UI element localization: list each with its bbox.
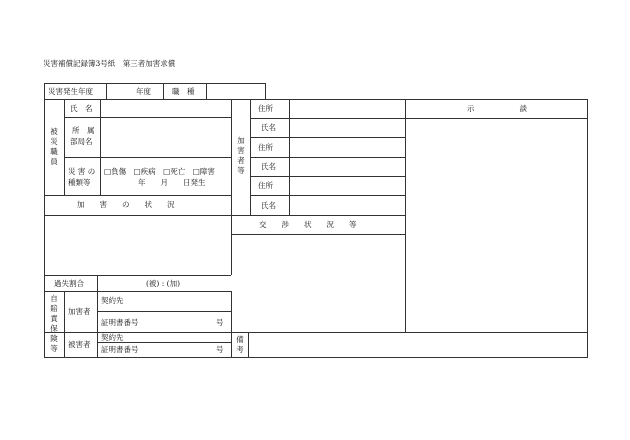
- rule: [163, 83, 164, 99]
- rule: [97, 291, 98, 357]
- rule: [64, 157, 231, 158]
- rule: [231, 99, 232, 275]
- disaster-type-options: □負傷 □疾病 □死亡 □障害: [104, 167, 215, 176]
- rule: [231, 291, 232, 357]
- rule: [44, 332, 587, 333]
- rule: [206, 83, 207, 99]
- rule: [405, 99, 406, 332]
- document-title: 災害補償記録簿3号紙 第三者加害求償: [43, 59, 176, 68]
- rule: [250, 195, 405, 196]
- insurance-perp-label: 加害者: [68, 307, 91, 316]
- situation-heading: 加 害 の 状 況: [77, 200, 175, 209]
- rule: [248, 332, 249, 357]
- victim-group-label: 被災職員: [50, 127, 58, 166]
- perp-cert-go: 号: [216, 318, 224, 327]
- instruction-heading: 示 談: [467, 104, 527, 113]
- rule: [250, 137, 405, 138]
- insurance-victim-label: 被害者: [68, 340, 91, 349]
- rule: [100, 99, 101, 195]
- victim-contract-label: 契約先: [101, 333, 124, 342]
- rule: [44, 215, 231, 216]
- rule: [44, 83, 266, 84]
- rule: [97, 342, 231, 343]
- rule: [97, 275, 98, 291]
- rule: [587, 99, 588, 357]
- year-label: 災害発生年度: [48, 87, 93, 96]
- perp-contract-label: 契約先: [101, 296, 124, 305]
- rule: [44, 83, 45, 357]
- rule: [44, 195, 231, 196]
- rule: [64, 99, 65, 195]
- perp-address-3: 住所: [258, 181, 273, 190]
- victim-cert-label: 証明書番号: [101, 345, 139, 354]
- rule: [231, 215, 405, 216]
- rule: [106, 83, 107, 99]
- rule: [250, 157, 405, 158]
- type-label-line1: 災 害 の: [68, 167, 96, 176]
- fault-label: 過失割合: [54, 279, 84, 288]
- nendo-label: 年度: [136, 87, 151, 96]
- dept-label-line2: 部局名: [70, 137, 93, 146]
- rule: [97, 311, 231, 312]
- rule: [44, 357, 588, 358]
- disaster-date: 年 月 日発生: [138, 178, 206, 187]
- type-label-line2: 種類等: [68, 178, 91, 187]
- rule: [265, 83, 266, 99]
- shokushu-label: 職 種: [172, 87, 195, 96]
- perp-address-2: 住所: [258, 143, 273, 152]
- dept-label-line1: 所 属: [72, 126, 95, 135]
- rule: [250, 118, 405, 119]
- rule: [64, 117, 231, 118]
- perp-address-1: 住所: [258, 104, 273, 113]
- perp-cert-label: 証明書番号: [101, 318, 139, 327]
- perpetrator-group-label: 加害者等: [237, 136, 245, 175]
- fault-value: (被) : (加): [146, 279, 180, 288]
- perp-name-2: 氏名: [261, 162, 276, 171]
- rule: [231, 234, 405, 235]
- rule: [44, 99, 588, 100]
- victim-name-label: 氏 名: [70, 104, 93, 113]
- rule: [250, 176, 405, 177]
- rule: [64, 291, 65, 357]
- insurance-group-label: 自賠責保険等: [50, 294, 58, 353]
- perp-name-3: 氏名: [261, 201, 276, 210]
- remarks-label: 備考: [236, 335, 244, 354]
- rule: [44, 291, 231, 292]
- rule: [44, 275, 231, 276]
- victim-cert-go: 号: [216, 345, 224, 354]
- perp-name-1: 氏名: [261, 123, 276, 132]
- negotiation-heading: 交 渉 状 況 等: [259, 220, 357, 229]
- rule: [405, 118, 587, 119]
